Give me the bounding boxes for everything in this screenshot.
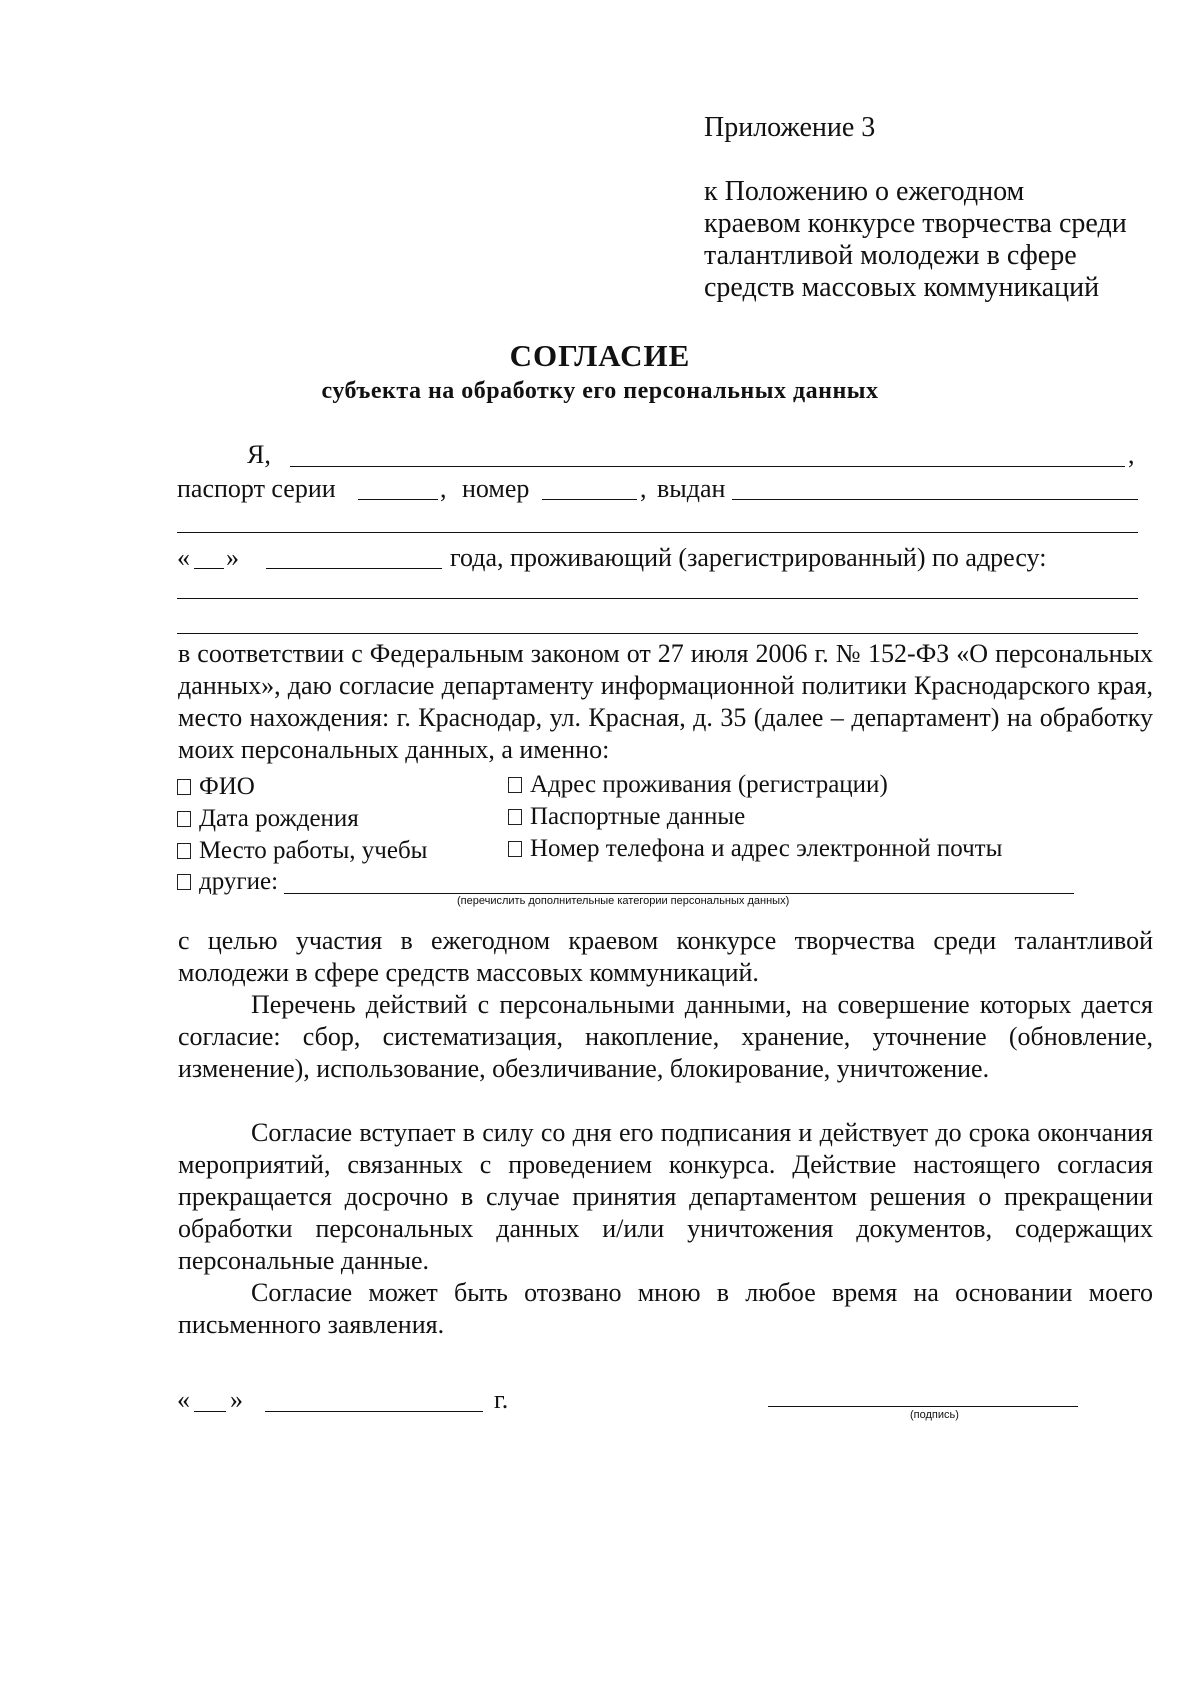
purpose-paragraph: с целью участия в ежегодном краевом конкурсе творчества среди талантливой молодежи в сфере средств массовых коммуникаций. [178,926,1153,987]
document-subtitle: субъекта на обработку его персональных данных [321,378,879,404]
other-categories-field[interactable] [284,893,1074,894]
checkbox-box[interactable] [177,843,191,859]
passport-series-field[interactable] [358,499,438,500]
checkbox-label: Адрес проживания (регистрации) [530,771,888,798]
checkbox-label: Место работы, учебы [199,837,428,864]
other-categories-hint: (перечислить дополнительные категории персональных данных) [457,895,790,907]
checkbox-label: Дата рождения [199,805,359,832]
signature-hint: (подпись) [910,1409,959,1421]
checkbox-box[interactable] [508,809,522,825]
footer-year-suffix: г. [494,1385,509,1414]
checkbox-address[interactable] [508,770,888,800]
checkbox-label: ФИО [199,773,255,800]
name-field[interactable] [290,466,1125,467]
checkbox-label: другие: [199,868,279,895]
passport-series-label: паспорт серии [177,474,336,503]
checkbox-birth-date[interactable] [177,804,359,834]
checkbox-label: Номер телефона и адрес электронной почты [530,835,1003,862]
checkbox-box[interactable] [508,841,522,857]
address-field-2[interactable] [177,633,1138,634]
issued-continuation-field[interactable] [177,532,1138,533]
passport-number-field[interactable] [542,499,637,500]
document-title: СОГЛАСИЕ [509,338,691,373]
residing-label: года, проживающий (зарегистрированный) по адресу: [450,543,1047,572]
checkbox-phone-email[interactable] [508,834,1002,864]
appendix-ref-line: к Положению о ежегодном [704,176,1025,207]
passport-issued-label: выдан [657,474,726,503]
date-close-quote: » [226,543,239,572]
sign-day-field[interactable] [194,1411,226,1412]
checkbox-box[interactable] [177,874,191,890]
checkbox-work-study[interactable] [177,836,427,866]
checkbox-label: Паспортные данные [530,803,746,830]
sign-month-field[interactable] [265,1411,483,1412]
checkbox-other[interactable] [177,867,278,897]
checkbox-fio[interactable] [177,772,255,802]
passport-issued-field[interactable] [732,499,1138,500]
issue-month-field[interactable] [266,568,442,569]
issue-day-field[interactable] [194,568,224,569]
i-comma: , [1128,440,1135,469]
signature-field[interactable] [768,1406,1078,1407]
appendix-ref-line: краевом конкурсе творчества среди [704,208,1127,239]
checkbox-passport[interactable] [508,802,745,832]
date-open-quote: « [177,543,190,572]
passport-number-label: номер [462,474,530,503]
actions-paragraph: Перечень действий с персональными данными, на совершение которых дается согласие: сбор, систематизация, накопление, хранение, уточнение (обновление, изменение), использование, обезличивание, блокирование, уничтожение. [178,990,1153,1083]
footer-open-quote: « [177,1385,190,1414]
checkbox-box[interactable] [177,779,191,795]
address-field-1[interactable] [177,598,1138,599]
appendix-number: Приложение 3 [704,112,876,143]
checkbox-box[interactable] [177,811,191,827]
consent-paragraph: в соответствии с Федеральным законом от 27 июля 2006 г. № 152-ФЗ «О персональных данных», даю согласие департаменту информационной политики Краснодарского края, место нахождения: г. Краснодар, ул. Красная, д. 35 (далее – департамент) на обработку моих персональных данных, а именно: [178,639,1153,764]
revoke-paragraph: Согласие может быть отозвано мною в любое время на основании моего письменного заявления. [178,1278,1153,1339]
appendix-ref-line: талантливой молодежи в сфере [704,240,1077,271]
validity-paragraph: Согласие вступает в силу со дня его подписания и действует до срока окончания мероприятий, связанных с проведением конкурса. Действие настоящего согласия прекращается досрочно в случае принятия департаментом решения о прекращении обработки персональных данных и/или уничтожения документов, содержащих персональные данные. [178,1118,1153,1275]
checkbox-box[interactable] [508,777,522,793]
footer-close-quote: » [230,1385,243,1414]
appendix-ref-line: средств массовых коммуникаций [704,272,1100,303]
i-label: Я, [247,440,271,469]
